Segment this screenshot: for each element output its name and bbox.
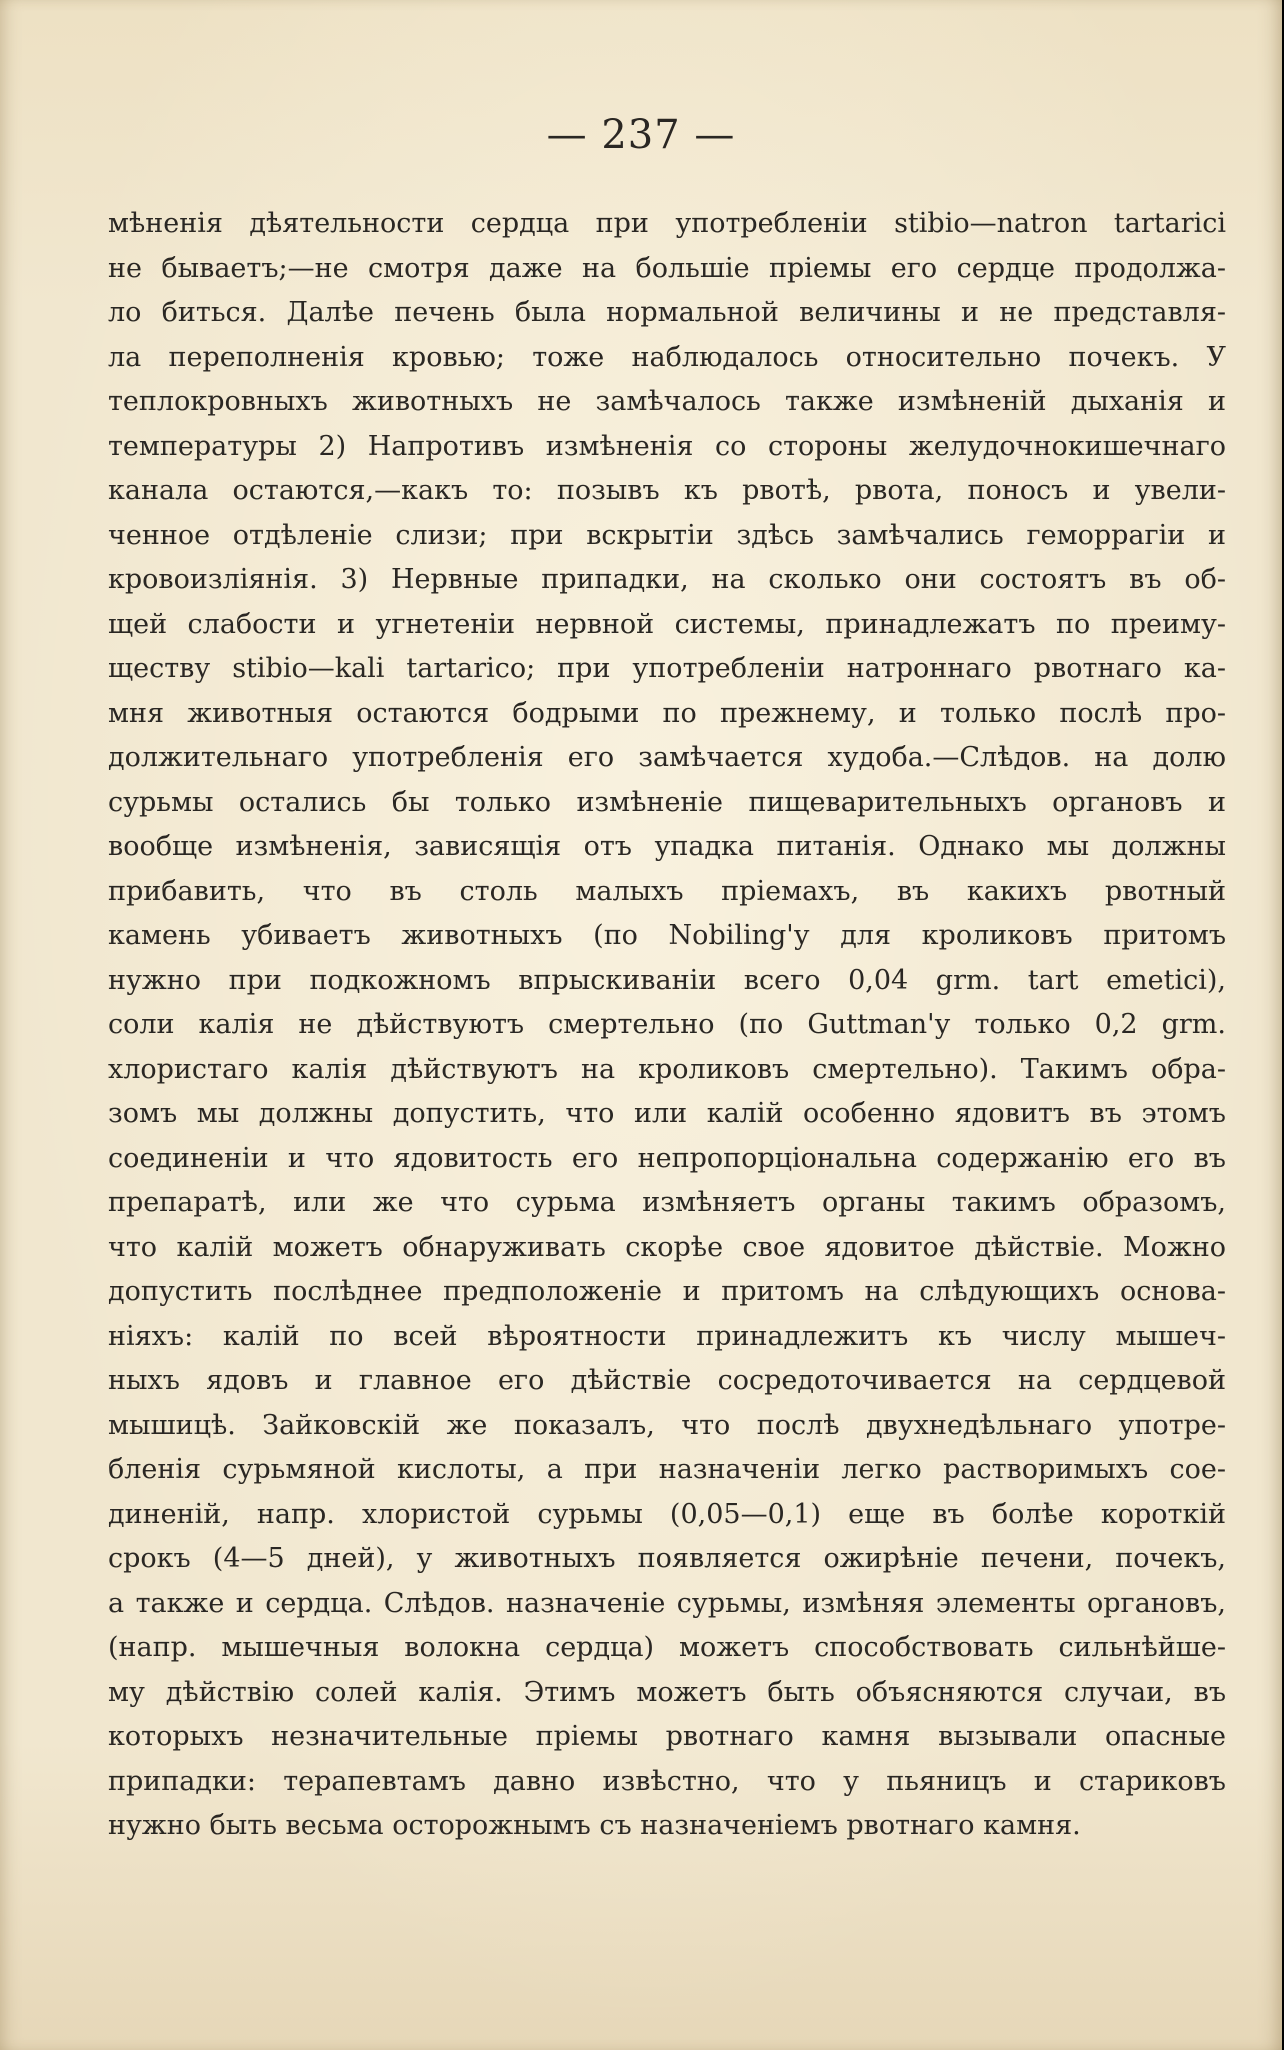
text-line: бленія сурьмяной кислоты, а при назначеніи легко растворимыхъ сое-: [108, 1454, 1226, 1485]
text-line: препаратѣ, или же что сурьма измѣняетъ органы такимъ образомъ,: [108, 1187, 1226, 1218]
text-line: ныхъ ядовъ и главное его дѣйствіе сосредоточивается на сердцевой: [108, 1365, 1226, 1396]
body-text: [108, 202, 1226, 1849]
text-line: должительнаго употребленія его замѣчается худоба.—Слѣдов. на долю: [108, 742, 1226, 773]
text-line: нужно быть весьма осторожнымъ съ назначеніемъ рвотнаго камня.: [108, 1810, 1081, 1841]
text-line: теплокровныхъ животныхъ не замѣчалось также измѣненій дыханія и: [108, 386, 1226, 417]
text-line: соединеніи и что ядовитость его непропорціональна содержанію его въ: [108, 1142, 1226, 1174]
text-line: что калій можетъ обнаруживать скорѣе свое ядовитое дѣйствіе. Можно: [108, 1231, 1226, 1263]
text-line: ніяхъ: калій по всей вѣроятности принадлежитъ къ числу мышеч-: [108, 1320, 1226, 1352]
text-line: (напр. мышечныя волокна сердца) можетъ способствовать сильнѣйше-: [108, 1632, 1226, 1663]
text-line: припадки: терапевтамъ давно извѣстно, что у пьяницъ и стариковъ: [108, 1765, 1226, 1797]
text-line: не бываетъ;—не смотря даже на большіе пріемы его сердце продолжа-: [108, 252, 1226, 284]
text-line: прибавить, что въ столь малыхъ пріемахъ, въ какихъ рвотный: [108, 875, 1226, 907]
text-line: щей слабости и угнетеніи нервной системы, принадлежатъ по преиму-: [108, 608, 1226, 640]
text-line: ществу stibio—kali tartarico; при употребленіи натроннаго рвотнаго ка-: [108, 653, 1226, 684]
text-line: допустить послѣднее предположеніе и притомъ на слѣдующихъ основа-: [108, 1276, 1226, 1307]
text-line: нужно при подкожномъ впрыскиваніи всего 0,04 grm. tart emetici),: [108, 964, 1226, 996]
text-line: ла переполненія кровью; тоже наблюдалось относительно почекъ. У: [108, 341, 1226, 373]
text-line: мѣненія дѣятельности сердца при употребленіи stibio—natron tartarici: [108, 208, 1226, 239]
text-line: срокъ (4—5 дней), у животныхъ появляется ожирѣніе печени, почекъ,: [108, 1543, 1226, 1574]
text-line: мня животныя остаются бодрыми по прежнему, и только послѣ про-: [108, 697, 1226, 729]
text-line: которыхъ незначительные пріемы рвотнаго камня вызывали опасные: [108, 1721, 1226, 1752]
text-line: му дѣйствію солей калія. Этимъ можетъ быть объясняются случаи, въ: [108, 1676, 1226, 1708]
text-line: кровоизліянія. 3) Нервные припадки, на сколько они состоятъ въ об-: [108, 564, 1226, 595]
text-line: зомъ мы должны допустить, что или калій особенно ядовитъ въ этомъ: [108, 1098, 1226, 1129]
page-number: — 237 —: [546, 112, 736, 158]
text-line: мышицѣ. Зайковскій же показалъ, что послѣ двухнедѣльнаго употре-: [108, 1409, 1226, 1441]
text-line: соли калія не дѣйствуютъ смертельно (по Guttman'у только 0,2 grm.: [108, 1009, 1226, 1040]
text-line: а также и сердца. Слѣдов. назначеніе сурьмы, измѣняя элементы органовъ,: [108, 1587, 1226, 1619]
text-line: вообще измѣненія, зависящія отъ упадка питанія. Однако мы должны: [108, 831, 1226, 862]
text-line: хлористаго калія дѣйствуютъ на кроликовъ смертельно). Такимъ обра-: [108, 1053, 1226, 1085]
text-line: температуры 2) Напротивъ измѣненія со стороны желудочнокишечнаго: [108, 430, 1226, 462]
text-line: ло биться. Далѣе печень была нормальной величины и не представля-: [108, 297, 1226, 328]
text-line: ченное отдѣленіе слизи; при вскрытіи здѣсь замѣчались геморрагіи и: [108, 519, 1226, 551]
text-line: диненій, напр. хлористой сурьмы (0,05—0,1) еще въ болѣе короткій: [108, 1498, 1226, 1530]
text-line: сурьмы остались бы только измѣненіе пищеварительныхъ органовъ и: [108, 786, 1226, 818]
text-line: камень убиваетъ животныхъ (по Nobiling'у для кроликовъ притомъ: [108, 920, 1226, 951]
text-line: канала остаются,—какъ то: позывъ къ рвотѣ, рвота, поносъ и увели-: [108, 475, 1226, 506]
